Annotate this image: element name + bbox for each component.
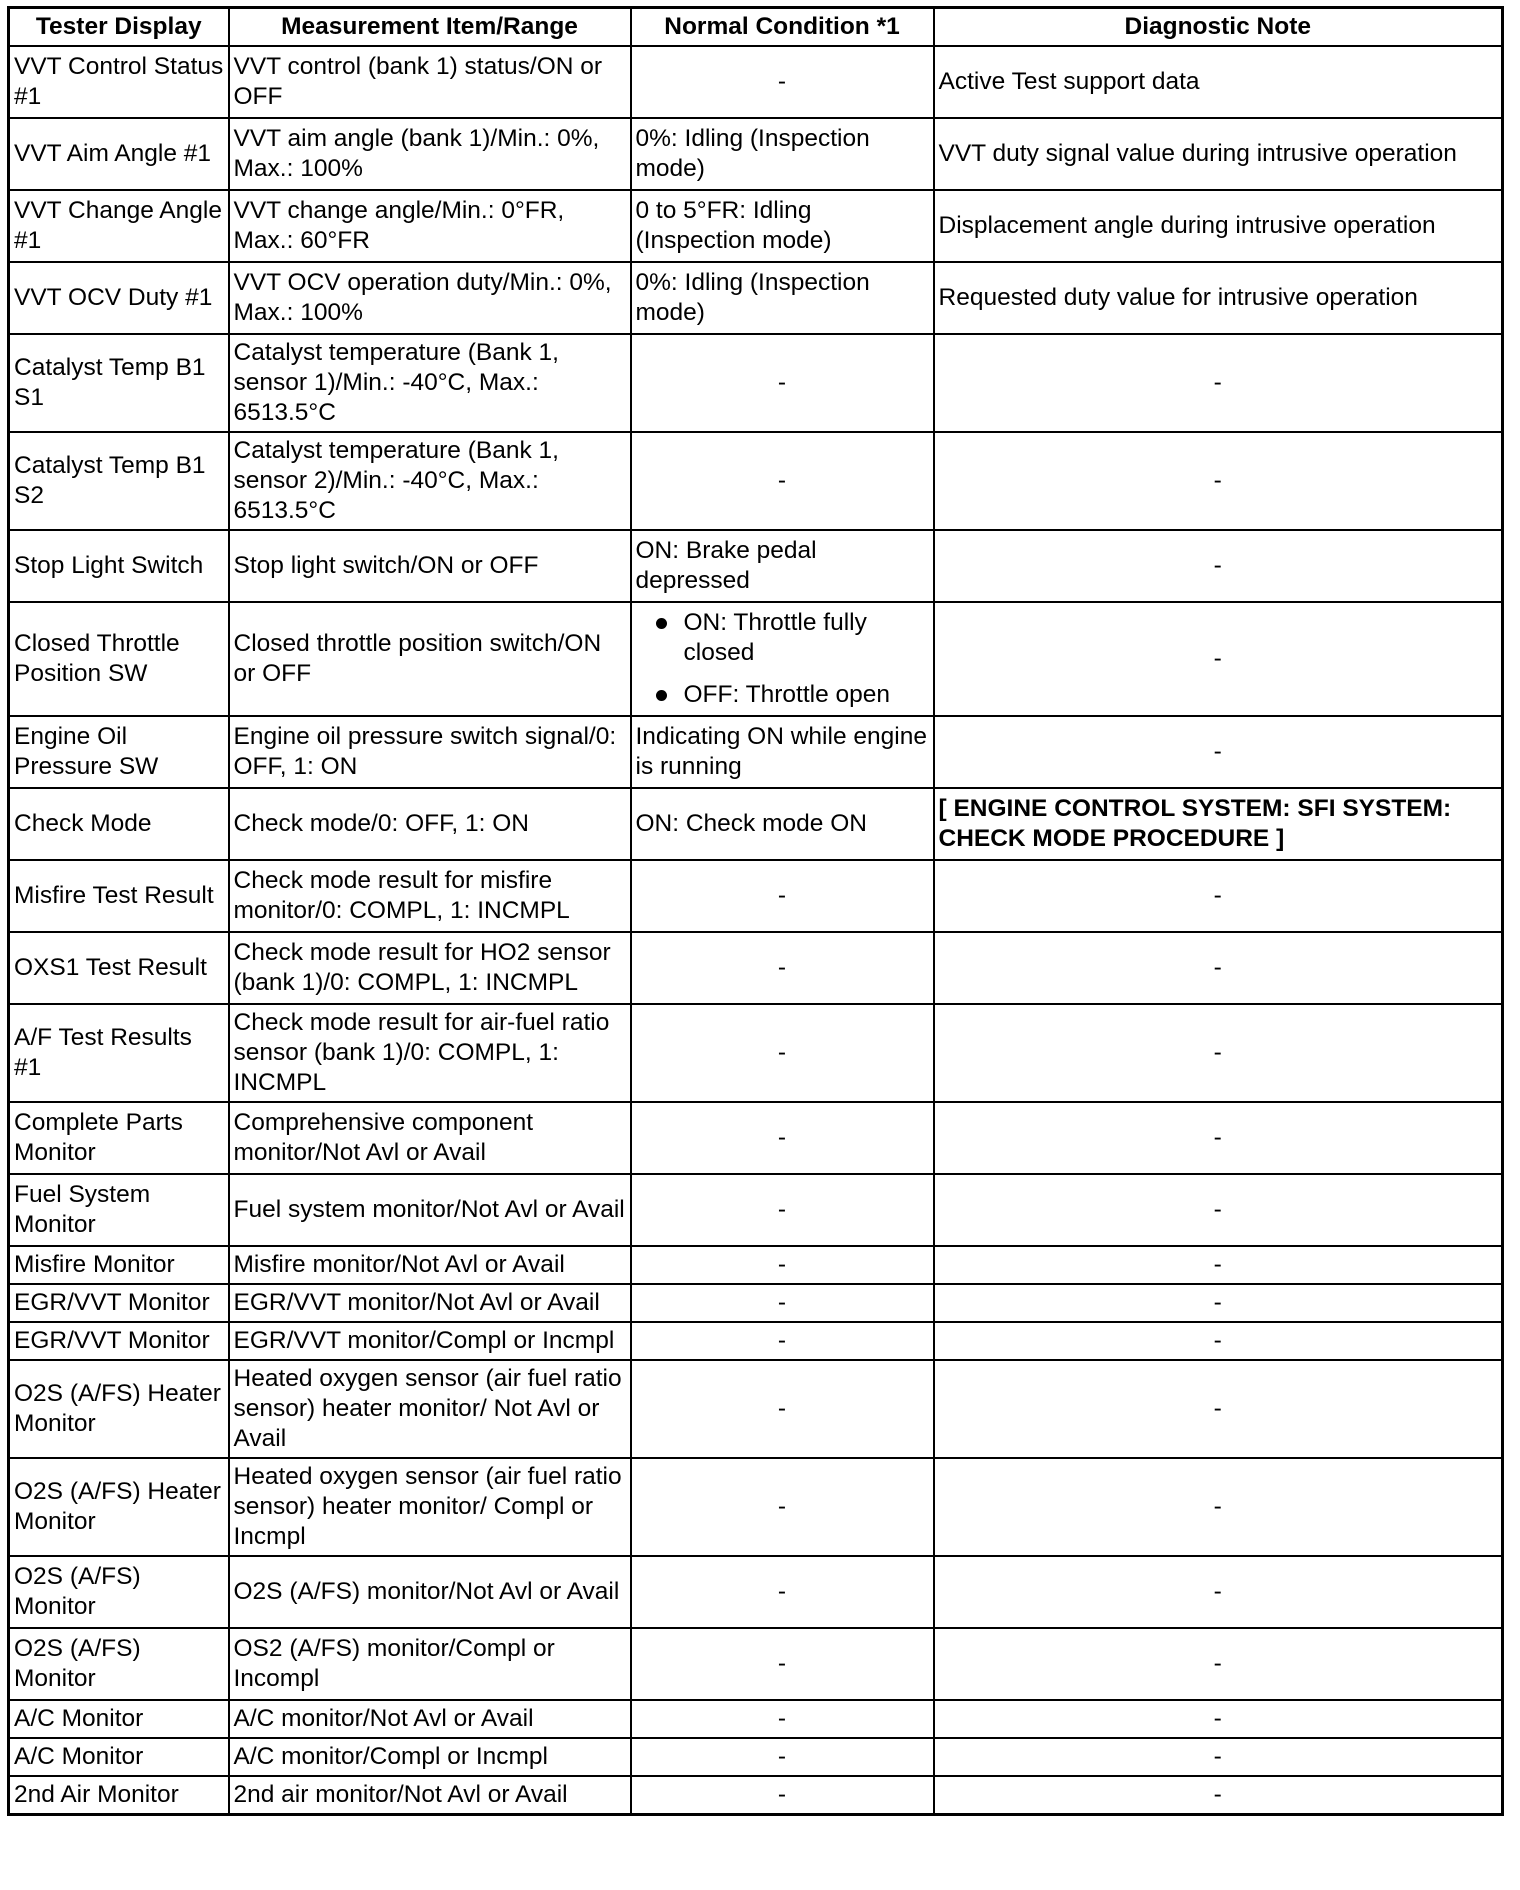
cell-measurement-item: Closed throttle position switch/ON or OFF [229, 602, 631, 716]
table-row [9, 1004, 1503, 1102]
cell-normal-condition: - [631, 432, 934, 530]
cell-tester-display: EGR/VVT Monitor [9, 1322, 229, 1360]
header-normal-condition: Normal Condition *1 [631, 8, 934, 47]
table-row [9, 932, 1503, 1004]
cell-tester-display: VVT OCV Duty #1 [9, 262, 229, 334]
cell-tester-display: O2S (A/FS) Monitor [9, 1628, 229, 1700]
cell-normal-condition: - [631, 1246, 934, 1284]
cell-diagnostic-note: - [934, 1284, 1503, 1322]
cell-measurement-item: Check mode result for HO2 sensor (bank 1)/0: COMPL, 1: INCMPL [229, 932, 631, 1004]
cell-normal-condition: ON: Brake pedal depressed [631, 530, 934, 602]
cell-normal-condition: - [631, 334, 934, 432]
cell-tester-display: A/F Test Results #1 [9, 1004, 229, 1102]
header-diagnostic-note: Diagnostic Note [934, 8, 1503, 47]
cell-diagnostic-note: - [934, 1738, 1503, 1776]
table-row [9, 1628, 1503, 1700]
list-item: OFF: Throttle open [636, 680, 929, 710]
cell-normal-condition: - [631, 1004, 934, 1102]
cell-measurement-item: Catalyst temperature (Bank 1, sensor 2)/Min.: -40°C, Max.: 6513.5°C [229, 432, 631, 530]
cell-measurement-item: Check mode/0: OFF, 1: ON [229, 788, 631, 860]
table-row [9, 1700, 1503, 1738]
table-row [9, 1174, 1503, 1246]
cell-normal-condition: - [631, 1174, 934, 1246]
cell-measurement-item: Stop light switch/ON or OFF [229, 530, 631, 602]
cell-tester-display: Complete Parts Monitor [9, 1102, 229, 1174]
header-row [9, 8, 1503, 47]
table-row [9, 860, 1503, 932]
cell-tester-display: Catalyst Temp B1 S2 [9, 432, 229, 530]
cell-measurement-item: Engine oil pressure switch signal/0: OFF, 1: ON [229, 716, 631, 788]
cell-diagnostic-note: - [934, 1004, 1503, 1102]
cell-diagnostic-note: - [934, 1360, 1503, 1458]
cell-diagnostic-note: - [934, 860, 1503, 932]
cell-normal-condition: - [631, 860, 934, 932]
cell-diagnostic-note: VVT duty signal value during intrusive operation [934, 118, 1503, 190]
data-list-table [7, 6, 1504, 1816]
table-row [9, 1458, 1503, 1556]
cell-normal-condition: - [631, 46, 934, 118]
cell-tester-display: O2S (A/FS) Heater Monitor [9, 1458, 229, 1556]
header-measurement-item: Measurement Item/Range [229, 8, 631, 47]
cell-measurement-item: Misfire monitor/Not Avl or Avail [229, 1246, 631, 1284]
list-item: ON: Throttle fully closed [636, 608, 929, 668]
cell-measurement-item: Check mode result for misfire monitor/0: COMPL, 1: INCMPL [229, 860, 631, 932]
cell-diagnostic-note: - [934, 602, 1503, 716]
cell-diagnostic-note: - [934, 1628, 1503, 1700]
cell-tester-display: Check Mode [9, 788, 229, 860]
table-row [9, 1246, 1503, 1284]
cell-measurement-item: VVT aim angle (bank 1)/Min.: 0%, Max.: 100% [229, 118, 631, 190]
cell-normal-condition: - [631, 1360, 934, 1458]
cell-tester-display: Misfire Test Result [9, 860, 229, 932]
table-row [9, 190, 1503, 262]
table-row [9, 1360, 1503, 1458]
cell-diagnostic-note: - [934, 1322, 1503, 1360]
cell-measurement-item: 2nd air monitor/Not Avl or Avail [229, 1776, 631, 1815]
table-row [9, 118, 1503, 190]
cell-tester-display: 2nd Air Monitor [9, 1776, 229, 1815]
cell-tester-display: VVT Control Status #1 [9, 46, 229, 118]
cell-measurement-item: O2S (A/FS) monitor/Not Avl or Avail [229, 1556, 631, 1628]
cell-diagnostic-note: - [934, 1458, 1503, 1556]
cell-tester-display: Misfire Monitor [9, 1246, 229, 1284]
cell-diagnostic-note: - [934, 716, 1503, 788]
cell-diagnostic-note: - [934, 432, 1503, 530]
cell-normal-condition: - [631, 932, 934, 1004]
cell-tester-display: A/C Monitor [9, 1700, 229, 1738]
cell-normal-condition: - [631, 1102, 934, 1174]
table-row [9, 334, 1503, 432]
cell-tester-display: OXS1 Test Result [9, 932, 229, 1004]
cell-diagnostic-note: - [934, 530, 1503, 602]
cell-tester-display: Fuel System Monitor [9, 1174, 229, 1246]
cell-measurement-item: Heated oxygen sensor (air fuel ratio sensor) heater monitor/ Compl or Incmpl [229, 1458, 631, 1556]
cell-tester-display: O2S (A/FS) Heater Monitor [9, 1360, 229, 1458]
cell-diagnostic-note: - [934, 1174, 1503, 1246]
cell-measurement-item: Comprehensive component monitor/Not Avl or Avail [229, 1102, 631, 1174]
cell-normal-condition: 0%: Idling (Inspection mode) [631, 262, 934, 334]
table-row [9, 602, 1503, 716]
cell-diagnostic-note: - [934, 1246, 1503, 1284]
cell-diagnostic-note: - [934, 1776, 1503, 1815]
table-row [9, 1556, 1503, 1628]
table-row [9, 788, 1503, 860]
cell-normal-condition: - [631, 1700, 934, 1738]
table-row [9, 262, 1503, 334]
cell-diagnostic-note: - [934, 1556, 1503, 1628]
cell-measurement-item: Catalyst temperature (Bank 1, sensor 1)/Min.: -40°C, Max.: 6513.5°C [229, 334, 631, 432]
table-row [9, 1738, 1503, 1776]
procedure-link[interactable]: [ ENGINE CONTROL SYSTEM: SFI SYSTEM: CHECK MODE PROCEDURE ] [934, 788, 1503, 860]
cell-normal-condition: ON: Check mode ON [631, 788, 934, 860]
cell-measurement-item: Check mode result for air-fuel ratio sensor (bank 1)/0: COMPL, 1: INCMPL [229, 1004, 631, 1102]
cell-measurement-item: EGR/VVT monitor/Compl or Incmpl [229, 1322, 631, 1360]
cell-tester-display: VVT Aim Angle #1 [9, 118, 229, 190]
cell-normal-condition: 0%: Idling (Inspection mode) [631, 118, 934, 190]
cell-measurement-item: VVT OCV operation duty/Min.: 0%, Max.: 100% [229, 262, 631, 334]
normal-condition-list [636, 608, 929, 710]
table-row [9, 716, 1503, 788]
cell-tester-display: EGR/VVT Monitor [9, 1284, 229, 1322]
cell-measurement-item: VVT change angle/Min.: 0°FR, Max.: 60°FR [229, 190, 631, 262]
cell-normal-condition: - [631, 1556, 934, 1628]
table-row [9, 1322, 1503, 1360]
cell-normal-condition: - [631, 1322, 934, 1360]
cell-normal-condition: - [631, 1738, 934, 1776]
cell-tester-display: Stop Light Switch [9, 530, 229, 602]
cell-normal-condition: 0 to 5°FR: Idling (Inspection mode) [631, 190, 934, 262]
cell-diagnostic-note: - [934, 1700, 1503, 1738]
table-row [9, 1102, 1503, 1174]
table-row [9, 530, 1503, 602]
cell-normal-condition: - [631, 1458, 934, 1556]
cell-normal-condition: - [631, 1628, 934, 1700]
table-row [9, 1284, 1503, 1322]
cell-tester-display: VVT Change Angle #1 [9, 190, 229, 262]
cell-measurement-item: EGR/VVT monitor/Not Avl or Avail [229, 1284, 631, 1322]
cell-measurement-item: Fuel system monitor/Not Avl or Avail [229, 1174, 631, 1246]
cell-tester-display: O2S (A/FS) Monitor [9, 1556, 229, 1628]
cell-normal-condition: Indicating ON while engine is running [631, 716, 934, 788]
cell-normal-condition: - [631, 1776, 934, 1815]
cell-diagnostic-note: - [934, 334, 1503, 432]
cell-tester-display: A/C Monitor [9, 1738, 229, 1776]
table-row [9, 432, 1503, 530]
cell-diagnostic-note: Active Test support data [934, 46, 1503, 118]
cell-diagnostic-note: - [934, 1102, 1503, 1174]
header-tester-display: Tester Display [9, 8, 229, 47]
cell-diagnostic-note: Displacement angle during intrusive operation [934, 190, 1503, 262]
table-row [9, 46, 1503, 118]
cell-normal-condition: - [631, 1284, 934, 1322]
cell-diagnostic-note: Requested duty value for intrusive operation [934, 262, 1503, 334]
cell-tester-display: Catalyst Temp B1 S1 [9, 334, 229, 432]
cell-normal-condition [631, 602, 934, 716]
cell-measurement-item: OS2 (A/FS) monitor/Compl or Incompl [229, 1628, 631, 1700]
cell-diagnostic-note: - [934, 932, 1503, 1004]
cell-tester-display: Engine Oil Pressure SW [9, 716, 229, 788]
cell-measurement-item: Heated oxygen sensor (air fuel ratio sensor) heater monitor/ Not Avl or Avail [229, 1360, 631, 1458]
cell-measurement-item: VVT control (bank 1) status/ON or OFF [229, 46, 631, 118]
table-row [9, 1776, 1503, 1815]
cell-measurement-item: A/C monitor/Compl or Incmpl [229, 1738, 631, 1776]
cell-measurement-item: A/C monitor/Not Avl or Avail [229, 1700, 631, 1738]
cell-tester-display: Closed Throttle Position SW [9, 602, 229, 716]
